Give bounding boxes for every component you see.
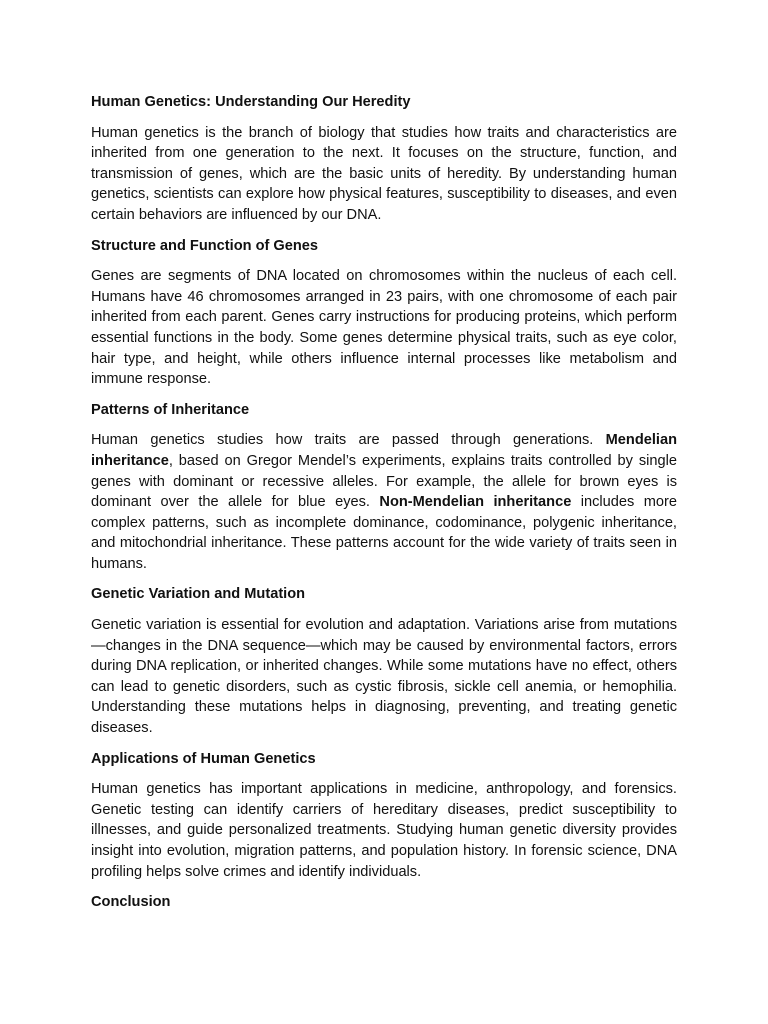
section-heading-applications: Applications of Human Genetics [91,750,316,767]
inheritance-text-3: includes more complex patterns, such as incomplete dominance, codominance, polygenic inheritance, and mitochondrial inheritance. These patterns account for the wide variety of traits seen in humans. [91,494,677,572]
document-title: Human Genetics: Understanding Our Heredity [91,94,411,110]
section-heading-conclusion: Conclusion [91,894,171,911]
non-mendelian-term: Non-Mendelian inheritance [379,494,572,511]
intro-paragraph: Human genetics is the branch of biology that studies how traits and characteristics are inherited from one generation to the next. It focuses on the structure, function, and transmission of genes, which are the basic units of heredity. By understanding human genetics, scientists can explore how physical features, susceptibility to diseases, and even certain behaviors are influenced by our DNA. [91,124,677,223]
document-page [91,92,677,923]
section-heading-variation: Genetic Variation and Mutation [91,586,306,603]
section-heading-inheritance: Patterns of Inheritance [91,401,250,418]
inheritance-text-2: , based on Gregor Mendel’s experiments, explains traits controlled by single genes with dominant or recessive alleles. For example, the allele for brown eyes is dominant over the allele for blue eyes. [91,452,677,511]
inheritance-text-1: Human genetics studies how traits are passed through generations. [91,432,606,449]
applications-paragraph: Human genetics has important applications in medicine, anthropology, and forensics. Genetic testing can identify carriers of hereditary diseases, predict susceptibility to illnesses, and guide personalized treatments. Studying human genetic diversity provides insight into evolution, migration patterns, and population history. In forensic science, DNA profiling helps solve crimes and identify individuals. [91,781,677,880]
inheritance-paragraph [91,430,677,574]
mendelian-term: Mendelian inheritance [91,432,677,469]
variation-paragraph: Genetic variation is essential for evolution and adaptation. Variations arise from mutations—changes in the DNA sequence—which may be caused by environmental factors, errors during DNA replication, or inherited changes. While some mutations have no effect, others can lead to genetic disorders, such as cystic fibrosis, sickle cell anemia, or hemophilia. Understanding these mutations helps in diagnosing, preventing, and treating genetic diseases. [91,617,677,737]
structure-paragraph: Genes are segments of DNA located on chromosomes within the nucleus of each cell. Humans have 46 chromosomes arranged in 23 pairs, with one chromosome of each pair inherited from each parent. Genes carry instructions for producing proteins, which perform essential functions in the body. Some genes determine physical traits, such as eye color, hair type, and height, while others influence internal processes like metabolism and immune response. [91,268,677,388]
section-heading-structure: Structure and Function of Genes [91,237,319,254]
